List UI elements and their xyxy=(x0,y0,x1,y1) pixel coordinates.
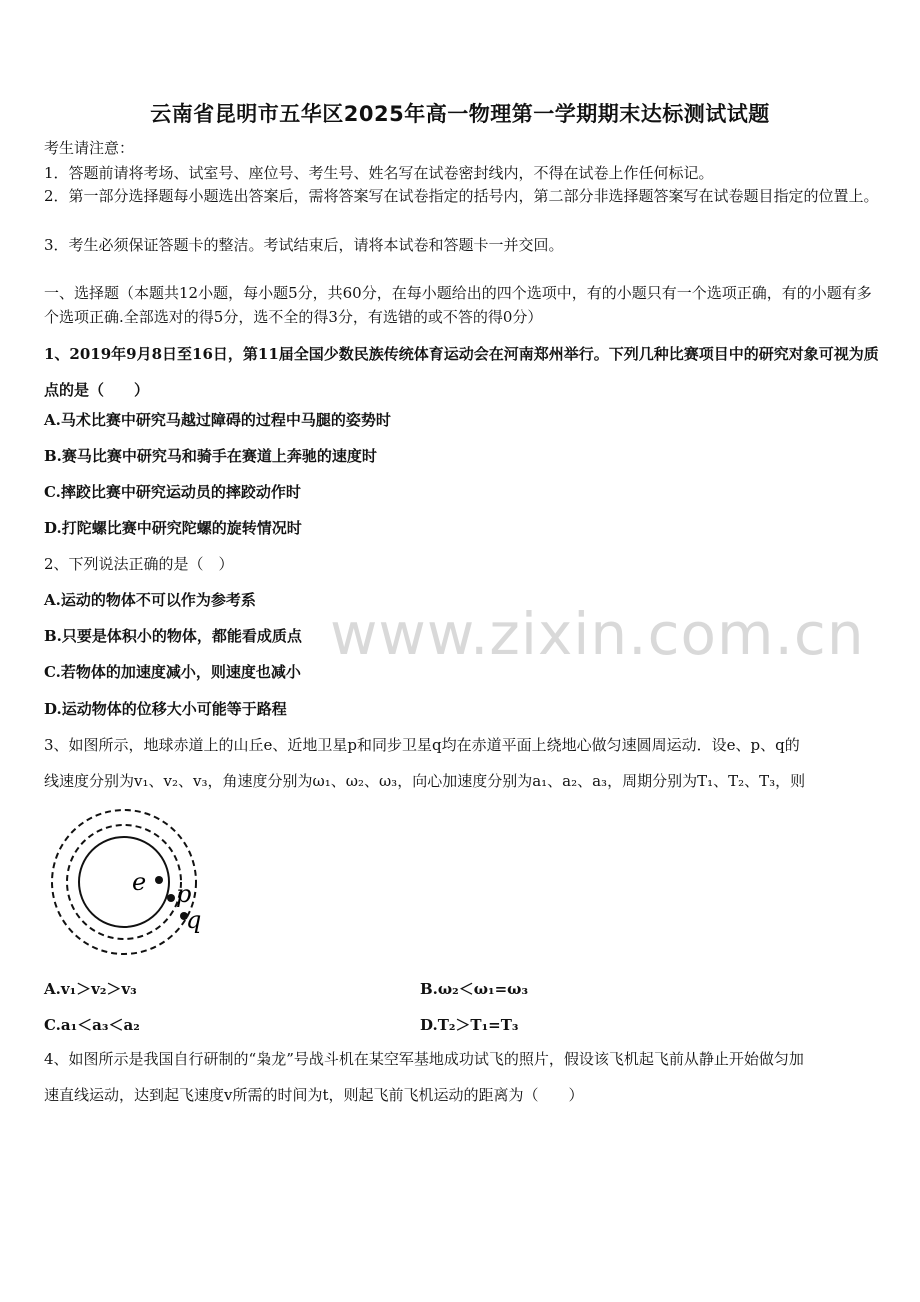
point-p xyxy=(167,894,175,902)
earth-circle xyxy=(79,837,169,927)
q1-option-c: C.摔跤比赛中研究运动员的摔跤动作时 xyxy=(44,483,301,501)
q3-option-d: D.T₂＞T₁=T₃ xyxy=(420,1016,519,1034)
q1-option-d: D.打陀螺比赛中研究陀螺的旋转情况时 xyxy=(44,519,302,537)
q3-stem-line1: 3、如图所示，地球赤道上的山丘e、近地卫星p和同步卫星q均在赤道平面上绕地心做匀速圆周运动．设e、p、q的 xyxy=(44,736,800,754)
q3-option-a: A.v₁＞v₂＞v₃ xyxy=(44,980,137,998)
q1-option-a: A.马术比赛中研究马越过障碍的过程中马腿的姿势时 xyxy=(44,411,391,429)
q2-option-b: B.只要是体积小的物体，都能看成质点 xyxy=(44,627,302,645)
q3-option-b: B.ω₂＜ω₁=ω₃ xyxy=(420,980,529,998)
q4-stem-line2: 速直线运动，达到起飞速度v所需的时间为t，则起飞前飞机运动的距离为（ ） xyxy=(44,1086,584,1104)
page-title: 云南省昆明市五华区2025年高一物理第一学期期末达标测试试题 xyxy=(150,102,770,126)
point-e xyxy=(155,876,163,884)
notice-item-3: 3．考生必须保证答题卡的整洁。考试结束后，请将本试卷和答题卡一并交回。 xyxy=(44,236,564,254)
q2-option-d: D.运动物体的位移大小可能等于路程 xyxy=(44,700,287,718)
near-orbit-circle xyxy=(67,825,181,939)
label-e: e xyxy=(132,868,147,896)
sync-orbit-circle xyxy=(52,810,196,954)
q2-stem: 2、下列说法正确的是（ ） xyxy=(44,555,234,573)
notice-item-1: 1．答题前请将考场、试室号、座位号、考生号、姓名写在试卷密封线内，不得在试卷上作任何标记。 xyxy=(44,164,714,182)
label-p: p xyxy=(176,880,192,908)
q2-option-a: A.运动的物体不可以作为参考系 xyxy=(44,591,256,609)
watermark: www.zixin.com.cn xyxy=(330,600,865,668)
section-heading: 一、选择题（本题共12小题，每小题5分，共60分，在每小题给出的四个选项中，有的小题只有一个选项正确，有的小题有多个选项正确.全部选对的得5分，选不全的得3分，有选错的或不答的得0分） xyxy=(44,284,872,326)
notice-heading: 考生请注意： xyxy=(44,139,135,157)
notice-item-2: 2．第一部分选择题每小题选出答案后，需将答案写在试卷指定的括号内，第二部分非选择题答案写在试卷题目指定的位置上。 xyxy=(44,187,879,205)
label-q: q xyxy=(186,906,202,934)
orbit-diagram xyxy=(40,806,220,958)
q1-option-b: B.赛马比赛中研究马和骑手在赛道上奔驰的速度时 xyxy=(44,447,377,465)
q2-option-c: C.若物体的加速度减小，则速度也减小 xyxy=(44,663,301,681)
q3-option-c: C.a₁＜a₃＜a₂ xyxy=(44,1016,140,1034)
q4-stem-line1: 4、如图所示是我国自行研制的“枭龙”号战斗机在某空军基地成功试飞的照片，假设该飞机起飞前从静止开始做匀加 xyxy=(44,1050,804,1068)
q3-stem-line2: 线速度分别为v₁、v₂、v₃，角速度分别为ω₁、ω₂、ω₃，向心加速度分别为a₁、a₂、a₃，周期分别为T₁、T₂、T₃，则 xyxy=(44,772,806,790)
q1-stem: 1、2019年9月8日至16日，第11届全国少数民族传统体育运动会在河南郑州举行。下列几种比赛项目中的研究对象可视为质点的是（ ） xyxy=(44,345,879,399)
